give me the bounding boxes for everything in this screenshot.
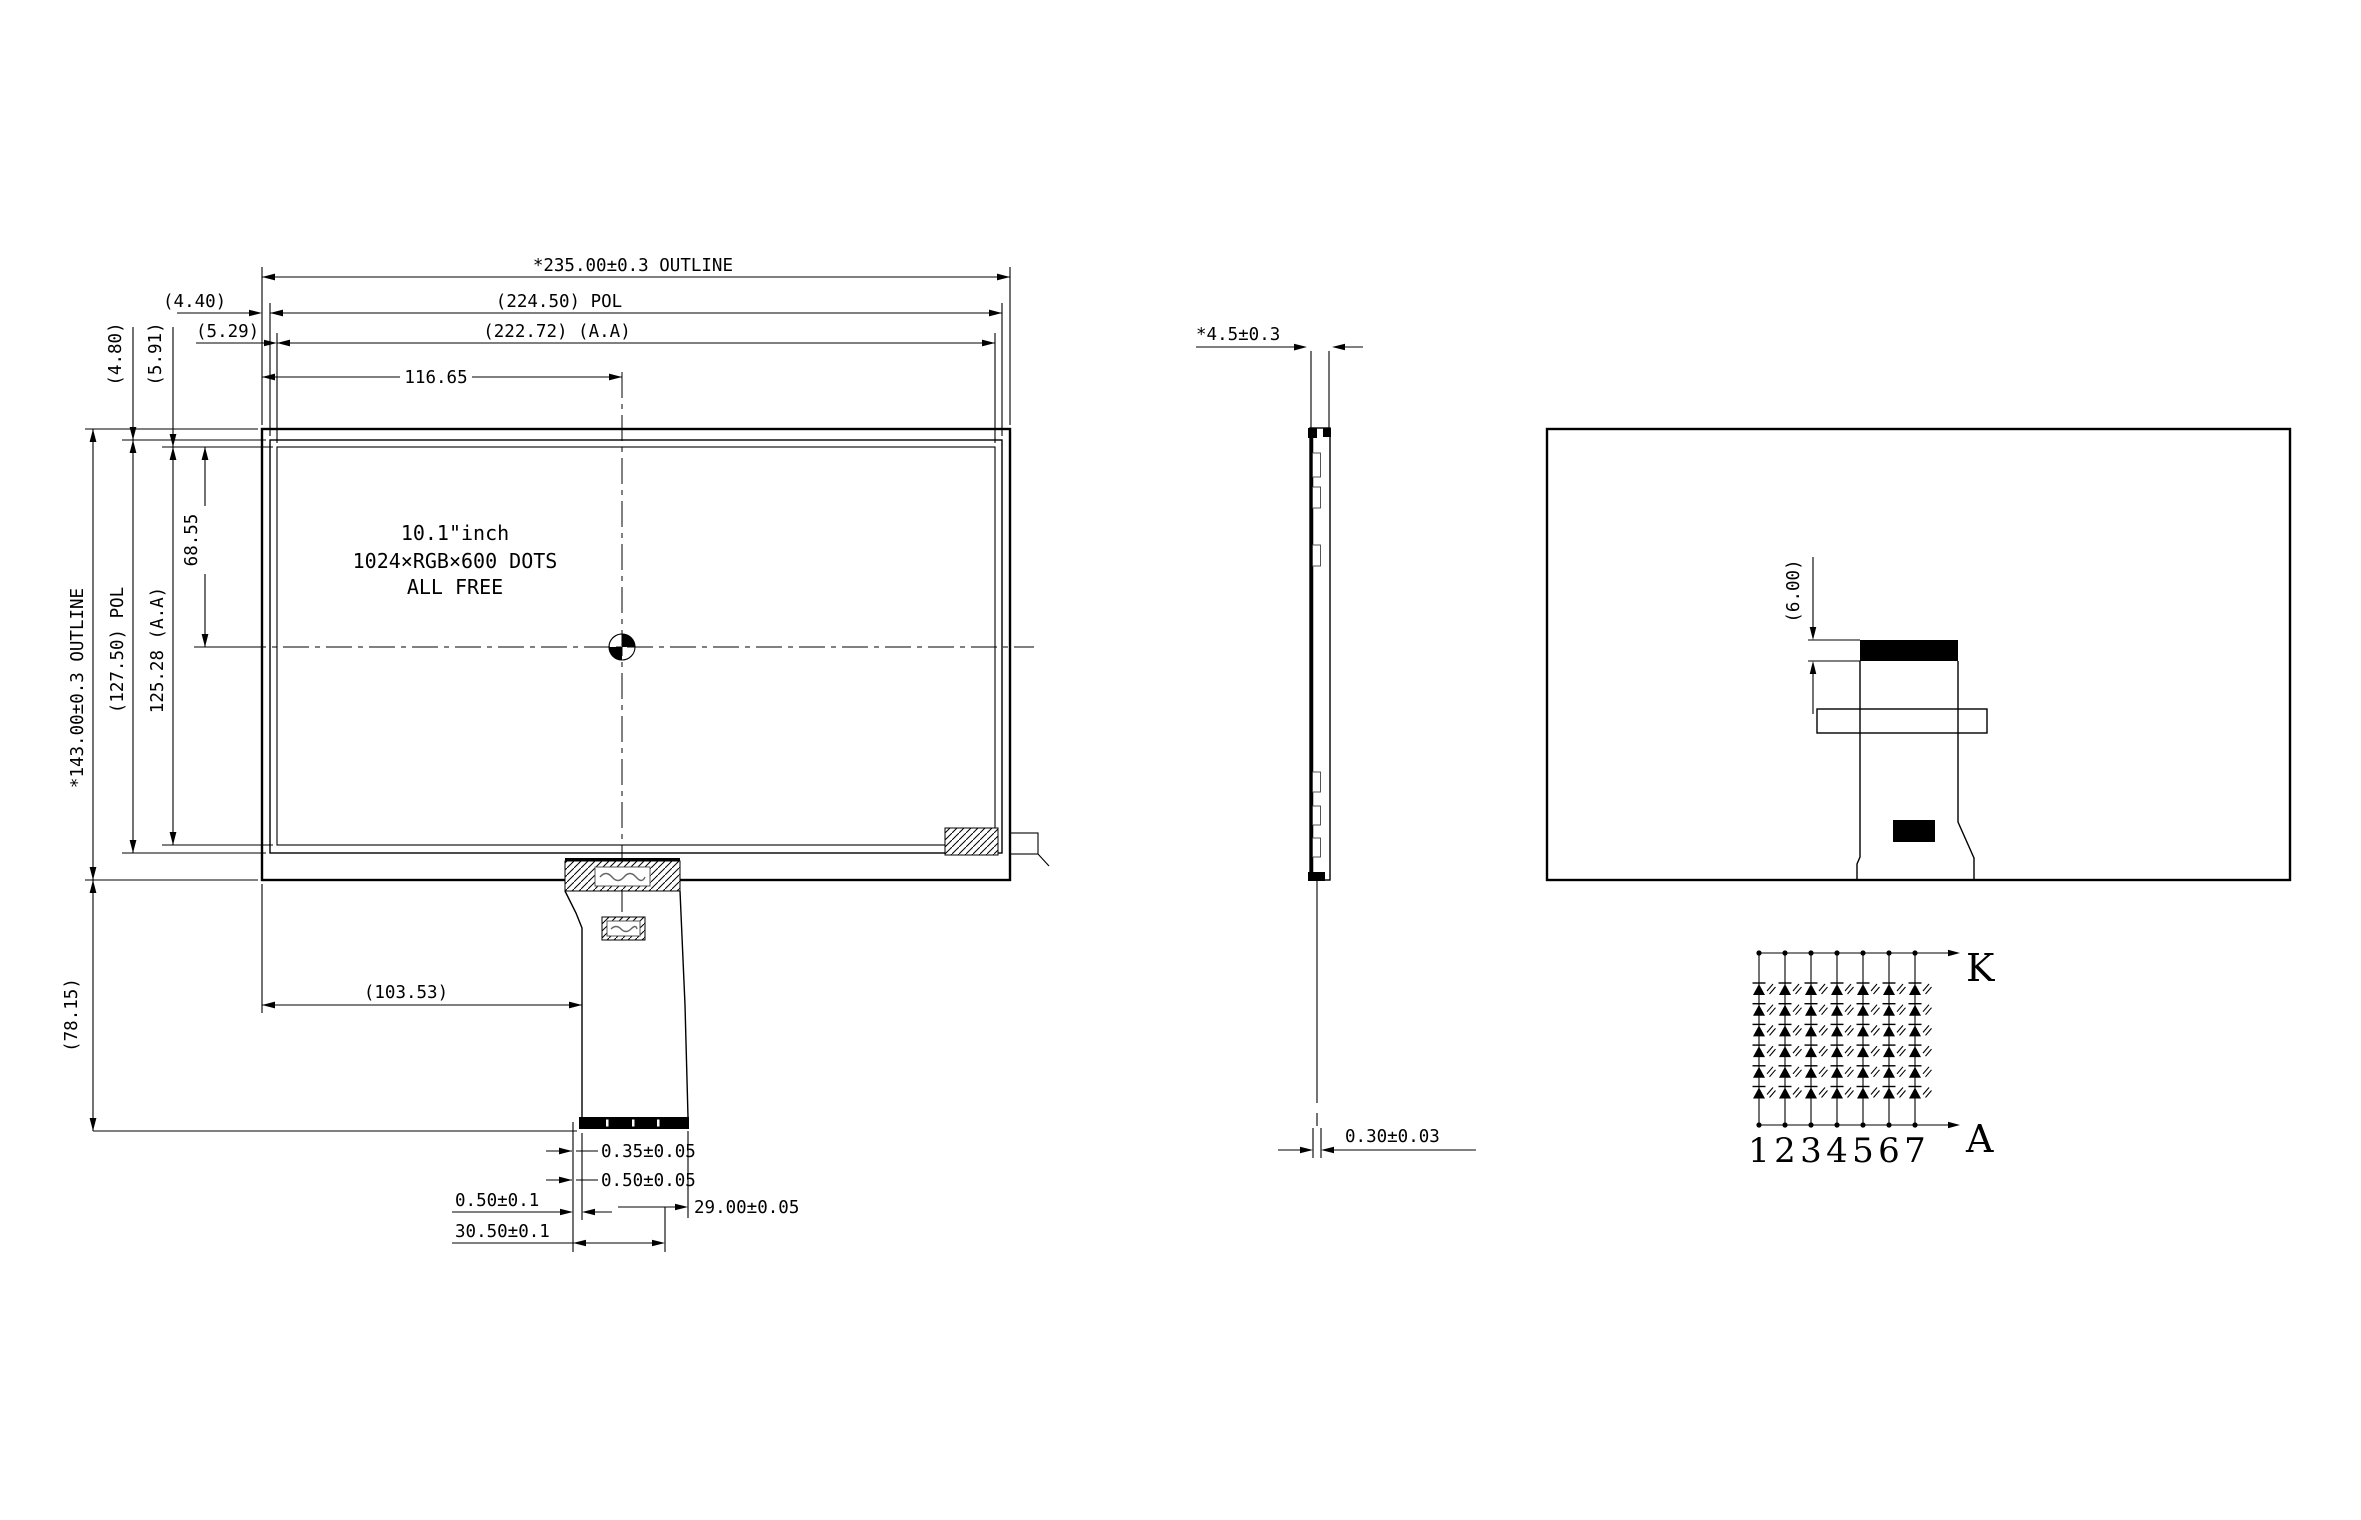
led-diode-icon xyxy=(1857,1025,1869,1036)
led-emission-mark xyxy=(1900,987,1906,994)
led-emission-mark xyxy=(1767,1005,1773,1012)
led-diode-icon xyxy=(1831,1046,1843,1057)
led-emission-mark xyxy=(1871,1025,1877,1032)
dim-label-outline-width: *235.00±0.3 OUTLINE xyxy=(532,256,733,276)
panel-size-text: 10.1"inch xyxy=(400,521,510,545)
led-emission-mark xyxy=(1770,987,1776,994)
led-diode-icon xyxy=(1909,1067,1921,1078)
led-emission-mark xyxy=(1796,1049,1802,1056)
led-emission-mark xyxy=(1897,1046,1903,1053)
led-emission-mark xyxy=(1793,984,1799,991)
arrowhead xyxy=(249,310,262,317)
arrowhead xyxy=(1948,1122,1960,1128)
led-emission-mark xyxy=(1874,1070,1880,1077)
pcb-component-hatch xyxy=(945,828,998,855)
led-diode-icon xyxy=(1805,1067,1817,1078)
led-emission-mark xyxy=(1897,984,1903,991)
contact-divider xyxy=(632,1120,635,1127)
led-emission-mark xyxy=(1796,1070,1802,1077)
led-emission-mark xyxy=(1926,1008,1932,1015)
led-diode-icon xyxy=(1805,1025,1817,1036)
led-emission-mark xyxy=(1923,1025,1929,1032)
led-emission-mark xyxy=(1793,1005,1799,1012)
led-emission-mark xyxy=(1822,1070,1828,1077)
led-emission-mark xyxy=(1845,1067,1851,1074)
led-diode-icon xyxy=(1909,1046,1921,1057)
dim-label-pol-width: (224.50) POL xyxy=(495,292,623,312)
arrowhead xyxy=(1294,344,1307,351)
led-diode-icon xyxy=(1753,1046,1765,1057)
led-pin-label: 5 xyxy=(1852,1131,1874,1171)
led-emission-mark xyxy=(1845,1025,1851,1032)
dim-label-aa-width: (222.72) (A.A) xyxy=(483,322,631,342)
arrowhead xyxy=(652,1240,665,1247)
led-emission-mark xyxy=(1900,1091,1906,1098)
dim-label-center-y: 68.55 xyxy=(182,513,202,567)
led-emission-mark xyxy=(1874,987,1880,994)
led-diode-icon xyxy=(1909,984,1921,995)
contact-divider xyxy=(657,1120,660,1127)
led-diode-icon xyxy=(1805,1046,1817,1057)
led-diode-icon xyxy=(1909,1088,1921,1099)
led-emission-mark xyxy=(1900,1008,1906,1015)
side-top-cap xyxy=(1308,428,1317,438)
led-emission-mark xyxy=(1871,1046,1877,1053)
center-datum-icon xyxy=(609,634,635,660)
led-emission-mark xyxy=(1897,1088,1903,1095)
led-emission-mark xyxy=(1793,1067,1799,1074)
led-emission-mark xyxy=(1897,1025,1903,1032)
led-emission-mark xyxy=(1871,1088,1877,1095)
junction-dot xyxy=(1912,1122,1917,1127)
led-diode-icon xyxy=(1857,1088,1869,1099)
back-connector-bar xyxy=(1860,640,1958,661)
junction-dot xyxy=(1808,1122,1813,1127)
dim-label-fpc-w-outer: 30.50±0.1 xyxy=(455,1222,550,1242)
dim-label-pol-x-offset: (4.40) xyxy=(163,292,227,312)
led-emission-mark xyxy=(1767,1067,1773,1074)
led-emission-mark xyxy=(1848,1028,1854,1035)
led-emission-mark xyxy=(1871,984,1877,991)
led-diode-icon xyxy=(1753,1005,1765,1016)
dim-label-tail-length: (78.15) xyxy=(62,978,82,1052)
led-pin-label: 2 xyxy=(1774,1131,1796,1171)
led-emission-mark xyxy=(1923,1088,1929,1095)
led-diode-icon xyxy=(1883,1046,1895,1057)
dim-label-fpc-w-inner: 29.00±0.05 xyxy=(694,1198,800,1218)
junction-dot xyxy=(1834,1122,1839,1127)
led-diode-icon xyxy=(1883,1067,1895,1078)
junction-dot xyxy=(1782,950,1787,955)
arrowhead xyxy=(582,1209,595,1216)
dim-label-pol-y-offset: (4.80) xyxy=(106,322,126,386)
arrowhead xyxy=(560,1209,573,1216)
arrowhead xyxy=(1300,1147,1313,1154)
led-circuit xyxy=(1748,946,1995,1171)
dim-label-center-x: 116.65 xyxy=(404,368,468,388)
led-emission-mark xyxy=(1822,1091,1828,1098)
led-diode-icon xyxy=(1779,1067,1791,1078)
led-emission-mark xyxy=(1923,1005,1929,1012)
junction-dot xyxy=(1860,950,1865,955)
arrowhead xyxy=(675,1204,688,1211)
led-emission-mark xyxy=(1819,1025,1825,1032)
led-array xyxy=(1748,950,1931,1171)
side-top-cap xyxy=(1323,428,1331,437)
led-pin-label: 4 xyxy=(1826,1131,1848,1171)
led-emission-mark xyxy=(1822,1008,1828,1015)
dim-label-connector-offset: (6.00) xyxy=(1784,559,1804,623)
junction-dot xyxy=(1912,950,1917,955)
led-emission-mark xyxy=(1926,1028,1932,1035)
side-tab-rect xyxy=(1010,833,1038,854)
frame-clip xyxy=(1313,772,1321,792)
junction-dot xyxy=(1756,1122,1761,1127)
junction-dot xyxy=(1808,950,1813,955)
arrowhead xyxy=(1332,344,1345,351)
led-emission-mark xyxy=(1770,1091,1776,1098)
led-emission-mark xyxy=(1770,1008,1776,1015)
led-emission-mark xyxy=(1767,1025,1773,1032)
active-area-rect xyxy=(277,447,995,845)
led-emission-mark xyxy=(1874,1049,1880,1056)
led-emission-mark xyxy=(1926,1049,1932,1056)
dim-label-fpc-t2: 0.50±0.05 xyxy=(601,1171,696,1191)
led-diode-icon xyxy=(1857,1005,1869,1016)
led-emission-mark xyxy=(1923,1067,1929,1074)
led-diode-icon xyxy=(1857,1067,1869,1078)
front-view xyxy=(62,256,1049,1252)
led-diode-icon xyxy=(1779,1046,1791,1057)
led-pin-label: 6 xyxy=(1878,1131,1900,1171)
dim-label-aa-height: 125.28 (A.A) xyxy=(148,586,168,714)
led-emission-mark xyxy=(1845,1046,1851,1053)
led-emission-mark xyxy=(1900,1070,1906,1077)
led-diode-icon xyxy=(1753,1067,1765,1078)
led-emission-mark xyxy=(1926,1091,1932,1098)
tail-right-edge xyxy=(680,891,688,1117)
dim-label-outline-height: *143.00±0.3 OUTLINE xyxy=(68,587,88,789)
led-emission-mark xyxy=(1900,1028,1906,1035)
led-pin-label: 7 xyxy=(1904,1131,1926,1171)
anode-label: A xyxy=(1966,1117,1994,1161)
back-small-pad xyxy=(1893,820,1935,842)
arrowhead xyxy=(1321,1147,1334,1154)
led-emission-mark xyxy=(1819,1088,1825,1095)
led-emission-mark xyxy=(1926,987,1932,994)
led-emission-mark xyxy=(1874,1008,1880,1015)
back-tail-right-edge xyxy=(1958,661,1974,880)
led-emission-mark xyxy=(1923,984,1929,991)
led-pin-label: 3 xyxy=(1800,1131,1822,1171)
junction-dot xyxy=(1834,950,1839,955)
frame-clip xyxy=(1313,545,1321,566)
led-emission-mark xyxy=(1793,1046,1799,1053)
led-diode-icon xyxy=(1831,1067,1843,1078)
led-emission-mark xyxy=(1845,1005,1851,1012)
led-emission-mark xyxy=(1819,1046,1825,1053)
frame-clip xyxy=(1313,838,1321,857)
junction-dot xyxy=(1860,1122,1865,1127)
led-diode-icon xyxy=(1779,1088,1791,1099)
led-emission-mark xyxy=(1767,1088,1773,1095)
led-diode-icon xyxy=(1831,984,1843,995)
junction-dot xyxy=(1756,950,1761,955)
dim-label-fpc-t3: 0.50±0.1 xyxy=(455,1191,540,1211)
led-emission-mark xyxy=(1770,1070,1776,1077)
led-emission-mark xyxy=(1923,1046,1929,1053)
led-emission-mark xyxy=(1871,1067,1877,1074)
led-diode-icon xyxy=(1753,984,1765,995)
side-view xyxy=(1196,325,1476,1158)
led-diode-icon xyxy=(1831,1005,1843,1016)
led-diode-icon xyxy=(1831,1025,1843,1036)
leader-line xyxy=(1038,854,1049,866)
back-tail-left-edge xyxy=(1857,661,1860,880)
dim-label-pol-height: (127.50) POL xyxy=(108,586,128,714)
led-diode-icon xyxy=(1909,1005,1921,1016)
led-emission-mark xyxy=(1871,1005,1877,1012)
dim-label-tail-x: (103.53) xyxy=(363,983,449,1003)
dim-label-fpc-thickness: 0.30±0.03 xyxy=(1345,1127,1440,1147)
led-emission-mark xyxy=(1897,1005,1903,1012)
dim-label-aa-x-offset: (5.29) xyxy=(196,322,260,342)
arrowhead xyxy=(1948,950,1960,956)
led-emission-mark xyxy=(1822,987,1828,994)
frame-clip xyxy=(1313,453,1321,477)
contact-divider xyxy=(606,1120,609,1127)
led-emission-mark xyxy=(1897,1067,1903,1074)
led-emission-mark xyxy=(1848,1070,1854,1077)
led-diode-icon xyxy=(1779,1005,1791,1016)
led-emission-mark xyxy=(1848,1049,1854,1056)
led-emission-mark xyxy=(1770,1028,1776,1035)
led-diode-icon xyxy=(1805,984,1817,995)
dim-label-aa-y-offset: (5.91) xyxy=(146,322,166,386)
panel-resolution-text: 1024×RGB×600 DOTS xyxy=(352,549,558,573)
side-bottom-cap xyxy=(1308,872,1325,881)
frame-clip xyxy=(1313,806,1321,825)
led-emission-mark xyxy=(1796,1091,1802,1098)
back-stiffener-rect xyxy=(1817,709,1987,733)
led-diode-icon xyxy=(1883,984,1895,995)
led-emission-mark xyxy=(1874,1028,1880,1035)
led-emission-mark xyxy=(1767,984,1773,991)
led-emission-mark xyxy=(1793,1088,1799,1095)
led-emission-mark xyxy=(1793,1025,1799,1032)
led-diode-icon xyxy=(1883,1005,1895,1016)
led-emission-mark xyxy=(1900,1049,1906,1056)
junction-dot xyxy=(1886,950,1891,955)
led-diode-icon xyxy=(1805,1005,1817,1016)
led-diode-icon xyxy=(1753,1025,1765,1036)
led-emission-mark xyxy=(1874,1091,1880,1098)
led-emission-mark xyxy=(1796,987,1802,994)
led-emission-mark xyxy=(1848,987,1854,994)
led-emission-mark xyxy=(1848,1008,1854,1015)
led-diode-icon xyxy=(1857,984,1869,995)
led-diode-icon xyxy=(1857,1046,1869,1057)
led-emission-mark xyxy=(1796,1008,1802,1015)
led-emission-mark xyxy=(1926,1070,1932,1077)
led-diode-icon xyxy=(1805,1088,1817,1099)
led-emission-mark xyxy=(1819,1005,1825,1012)
led-diode-icon xyxy=(1779,1025,1791,1036)
panel-note-text: ALL FREE xyxy=(406,575,504,599)
junction-dot xyxy=(1782,1122,1787,1127)
led-diode-icon xyxy=(1909,1025,1921,1036)
led-emission-mark xyxy=(1848,1091,1854,1098)
panel-outline-rect xyxy=(262,429,1010,880)
led-diode-icon xyxy=(1779,984,1791,995)
led-diode-icon xyxy=(1753,1088,1765,1099)
marking-stamp-box xyxy=(595,867,650,886)
back-view xyxy=(1547,429,2290,880)
led-emission-mark xyxy=(1819,984,1825,991)
arrowhead xyxy=(1810,627,1817,640)
arrowhead xyxy=(573,1240,586,1247)
led-emission-mark xyxy=(1822,1028,1828,1035)
led-emission-mark xyxy=(1822,1049,1828,1056)
led-diode-icon xyxy=(1831,1088,1843,1099)
frame-clip xyxy=(1313,487,1321,508)
cathode-label: K xyxy=(1966,946,1995,990)
led-diode-icon xyxy=(1883,1088,1895,1099)
led-diode-icon xyxy=(1883,1025,1895,1036)
led-emission-mark xyxy=(1796,1028,1802,1035)
led-emission-mark xyxy=(1819,1067,1825,1074)
led-emission-mark xyxy=(1767,1046,1773,1053)
dim-label-thickness: *4.5±0.3 xyxy=(1196,325,1281,345)
dim-label-fpc-t1: 0.35±0.05 xyxy=(601,1142,696,1162)
junction-dot xyxy=(1886,1122,1891,1127)
led-pin-label: 1 xyxy=(1748,1131,1770,1171)
arrowhead xyxy=(1810,661,1817,674)
led-emission-mark xyxy=(1845,1088,1851,1095)
led-emission-mark xyxy=(1770,1049,1776,1056)
led-emission-mark xyxy=(1845,984,1851,991)
fpc-tail xyxy=(565,858,689,1129)
